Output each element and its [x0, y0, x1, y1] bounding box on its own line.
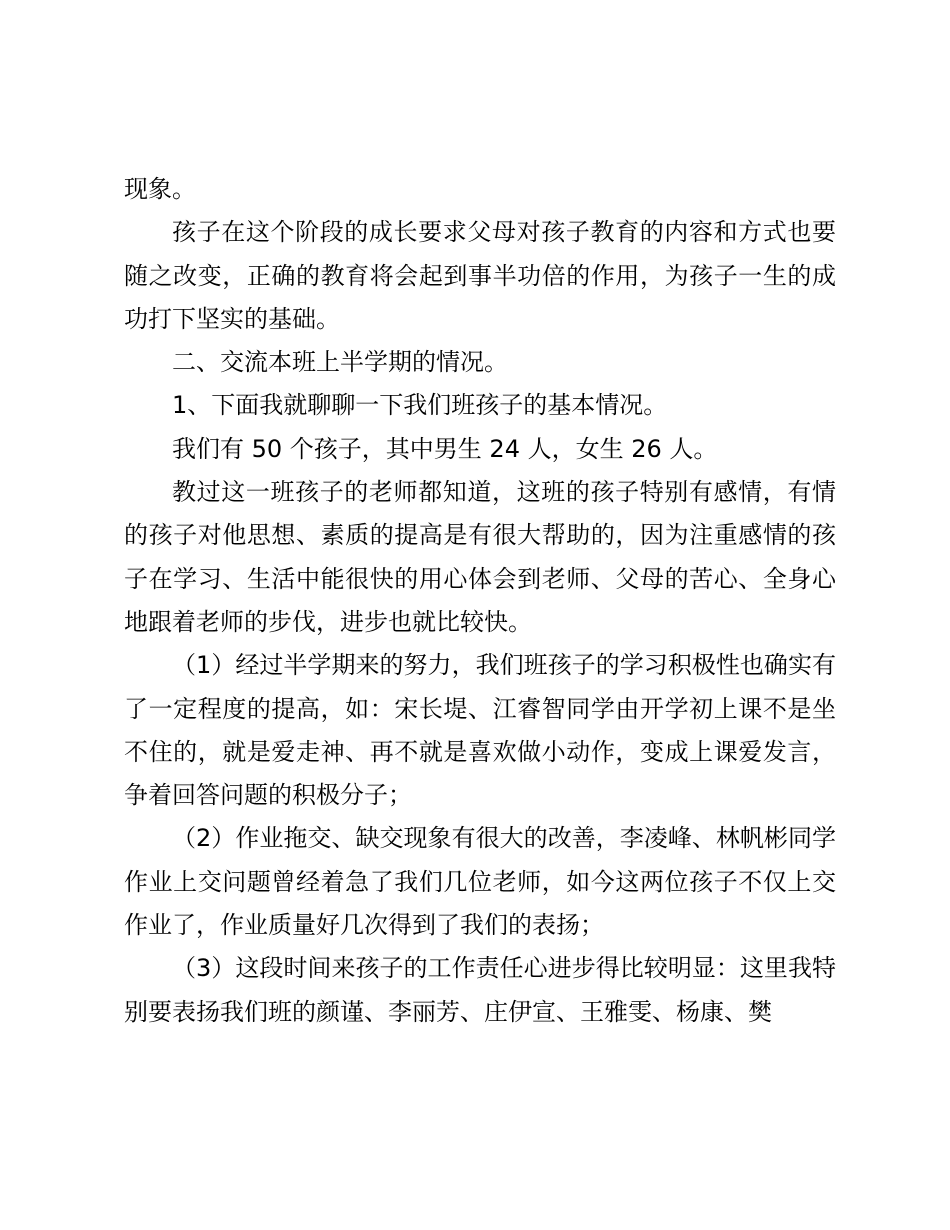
- paragraph-continuation: 现象。: [124, 175, 196, 203]
- paragraph-child-growth: 孩子在这个阶段的成长要求父母对孩子教育的内容和方式也要随之改变，正确的教育将会起到事半功倍的作用，为孩子一生的成功打下坚实的基础。: [124, 218, 836, 333]
- paragraph-class-emotion: 教过这一班孩子的老师都知道，这班的孩子特别有感情，有情的孩子对他思想、素质的提高是有很大帮助的，因为注重感情的孩子在学习、生活中能很快的用心体会到老师、父母的苦心、全身心地跟着老师的步伐，进步也就比较快。: [124, 478, 836, 636]
- section-heading-two: 二、交流本班上半学期的情况。: [172, 348, 508, 377]
- paragraph-student-count: 我们有 50 个孩子，其中男生 24 人，女生 26 人。: [172, 434, 718, 463]
- paragraph-item-1: （1）经过半学期来的努力，我们班孩子的学习积极性也确实有了一定程度的提高，如：宋长堤、江睿智同学由开学初上课不是坐不住的，就是爱走神、再不就是喜欢做小动作，变成上课爱发言，争着回答问题的积极分子；: [124, 651, 836, 810]
- document-body: [124, 168, 836, 1034]
- paragraph-item-2: （2）作业拖交、缺交现象有很大的改善，李凌峰、林帆彬同学作业上交问题曾经着急了我们几位老师，如今这两位孩子不仅上交作业了，作业质量好几次得到了我们的表扬；: [124, 824, 836, 940]
- paragraph-item-3: （3）这段时间来孩子的工作责任心进步得比较明显：这里我特别要表扬我们班的颜谨、李丽芳、庄伊宣、王雅雯、杨康、樊: [124, 954, 836, 1026]
- subheading-basic-situation: 1、下面我就聊聊一下我们班孩子的基本情况。: [172, 391, 668, 420]
